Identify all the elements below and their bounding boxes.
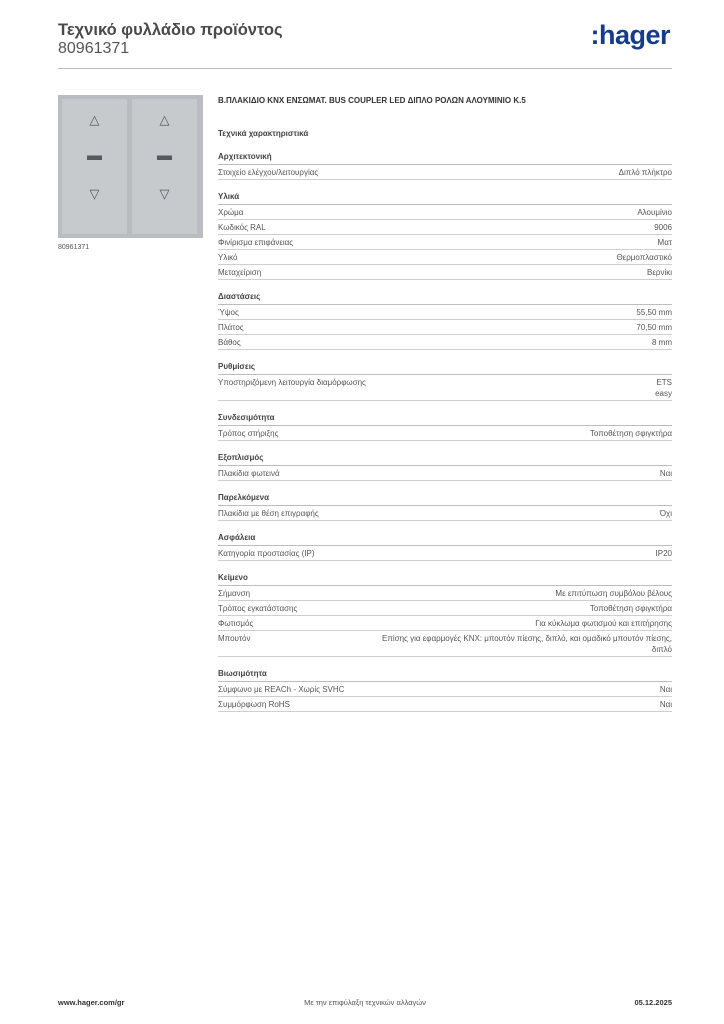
spec-row [218,601,672,616]
product-name: Β.ΠΛΑΚΙΔΙΟ KNX ΕΝΣΩΜΑΤ. BUS COUPLER LED ΔΙΠΛΟ ΡΟΛΩΝ ΑΛΟΥΜΙΝΙΟ Κ.5 [218,96,526,105]
spec-row [218,375,672,401]
logo-colon: : [590,20,599,50]
spec-value: ETS easy [655,378,672,398]
tech-heading: Τεχνικά χαρακτηριστικά [218,129,309,138]
spec-label: Μπουτόν [218,634,251,643]
footer-notice: Με την επιφύλαξη τεχνικών αλλαγών [304,998,426,1007]
spec-label: Σύμφωνο με REACh - Χωρίς SVHC [218,685,345,694]
product-code: 80961371 [58,40,130,57]
spec-section [218,452,672,481]
section-title: Ρυθμίσεις [218,361,672,375]
product-image [58,95,203,238]
left-rocker [62,99,127,234]
spec-row [218,335,672,350]
spec-label: Χρώμα [218,208,244,217]
arrow-up-icon: △ [159,112,170,127]
spec-label: Πλάτος [218,323,244,332]
section-title: Αρχιτεκτονική [218,151,672,165]
section-title: Παρελκόμενα [218,492,672,506]
spec-value: Ναι [659,469,672,478]
spec-value: Βερνίκι [646,268,672,277]
spec-label: Στοιχείο ελέγχου/λειτουργίας [218,168,319,177]
spec-section [218,668,672,712]
spec-section [218,532,672,561]
section-title: Υλικά [218,191,672,205]
spec-value: Τοποθέτηση σφιγκτήρα [589,429,672,438]
section-title: Κείμενο [218,572,672,586]
page-header [58,20,672,68]
image-caption: 80961371 [58,244,90,251]
spec-label: Υλικό [218,253,238,262]
spec-row [218,205,672,220]
led-bar-icon: ▬ [157,147,172,164]
spec-value: Επίσης για εφαρμογές KNX: μπουτόν πίεσης, διπλό, και ομαδικό μπουτόν πίεσης, διπλό [382,634,673,654]
spec-label: Τρόπος εγκατάστασης [218,604,298,613]
spec-label: Υποστηριζόμενη λειτουργία διαμόρφωσης [218,378,366,387]
spec-row [218,586,672,601]
spec-section [218,191,672,280]
section-title: Βιωσιμότητα [218,668,672,682]
section-title: Ασφάλεια [218,532,672,546]
spec-row [218,265,672,280]
spec-value: Με επιτύπωση συμβόλου βέλους [555,589,672,598]
spec-row [218,165,672,180]
spec-value: 9006 [654,223,672,232]
arrow-down-icon: ▽ [159,186,170,201]
spec-section [218,412,672,441]
header-divider [58,68,672,69]
spec-row [218,250,672,265]
spec-label: Τρόπος στήριξης [218,429,279,438]
spec-value: IP20 [655,549,672,558]
spec-row [218,235,672,250]
spec-label: Ύψος [218,308,239,317]
section-title: Διαστάσεις [218,291,672,305]
spec-value: Θερμοπλαστικό [616,253,672,262]
spec-row [218,305,672,320]
spec-row [218,220,672,235]
spec-row [218,616,672,631]
right-rocker [132,99,197,234]
spec-sections [218,151,672,712]
spec-row [218,426,672,441]
logo-text: hager [598,20,670,50]
spec-row [218,466,672,481]
spec-label: Κατηγορία προστασίας (IP) [218,549,315,558]
spec-label: Κωδικός RAL [218,223,266,232]
spec-label: Φινίρισμα επιφάνειας [218,238,294,247]
spec-row [218,546,672,561]
section-title: Εξοπλισμός [218,452,672,466]
spec-value: Ματ [657,238,672,247]
spec-label: Βάθος [218,338,241,347]
spec-section [218,151,672,180]
spec-value: 8 mm [652,338,672,347]
spec-label: Φωτισμός [218,619,254,628]
spec-label: Πλακίδια με θέση επιγραφής [218,509,319,518]
page-footer [58,998,672,1010]
spec-value: Ναι [659,685,672,694]
spec-value: Ναι [659,700,672,709]
spec-value: Τοποθέτηση σφιγκτήρα [589,604,672,613]
spec-value: Όχι [659,509,672,518]
spec-value: 70,50 mm [636,323,672,332]
spec-section [218,291,672,350]
spec-content [218,95,672,723]
spec-row [218,320,672,335]
spec-row [218,697,672,712]
document-title: Τεχνικό φυλλάδιο προϊόντος [58,21,283,39]
spec-row [218,631,672,657]
spec-section [218,492,672,521]
footer-website: www.hager.com/gr [58,998,125,1007]
footer-date: 05.12.2025 [634,998,672,1007]
spec-label: Σήμανση [218,589,251,598]
spec-label: Πλακίδια φωτεινά [218,469,280,478]
arrow-down-icon: ▽ [89,186,100,201]
spec-value: Για κύκλωμα φωτισμού και επιτήρησης [535,619,672,628]
spec-row [218,506,672,521]
hager-logo [590,20,670,50]
spec-section [218,361,672,401]
spec-label: Συμμόρφωση RoHS [218,700,290,709]
spec-label: Μεταχείριση [218,268,262,277]
spec-section [218,572,672,657]
section-title: Συνδεσιμότητα [218,412,672,426]
spec-value: 55,50 mm [636,308,672,317]
led-bar-icon: ▬ [87,147,102,164]
arrow-up-icon: △ [89,112,100,127]
spec-row [218,682,672,697]
spec-value: Διπλό πλήκτρο [618,168,672,177]
spec-value: Αλουμίνιο [637,208,672,217]
